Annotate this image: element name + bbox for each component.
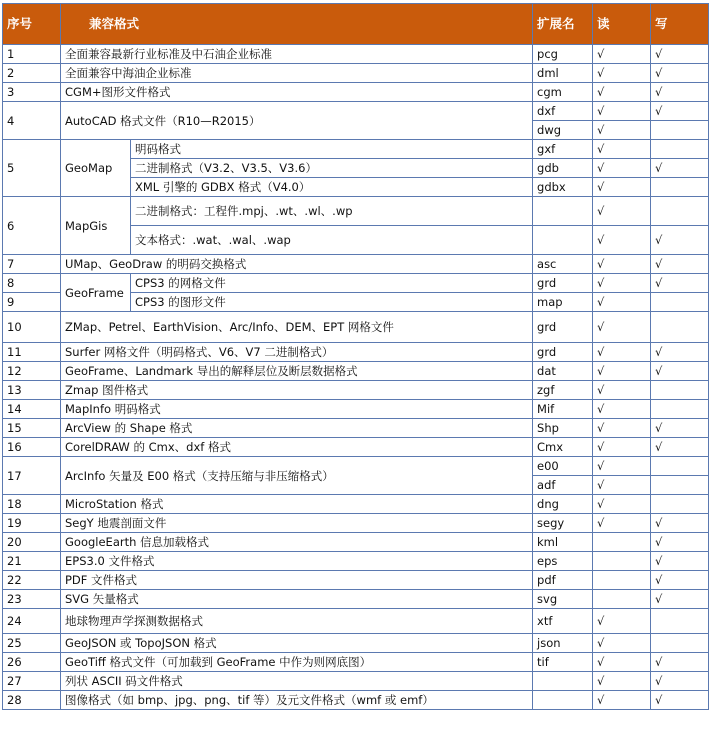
table-row (3, 590, 709, 609)
format-name: GoogleEarth 信息加载格式 (61, 533, 533, 552)
read-check (593, 552, 651, 571)
table-row (3, 400, 709, 419)
write-check: √ (651, 438, 709, 457)
read-check: √ (593, 293, 651, 312)
format-name: MicroStation 格式 (61, 495, 533, 514)
write-check: √ (651, 514, 709, 533)
extension: tif (533, 653, 593, 672)
extension: grd (533, 274, 593, 293)
format-name: ArcInfo 矢量及 E00 格式（支持压缩与非压缩格式） (61, 457, 533, 495)
format-name: CPS3 的网格文件 (131, 274, 533, 293)
extension: dml (533, 64, 593, 83)
extension: Shp (533, 419, 593, 438)
write-check: √ (651, 45, 709, 64)
write-check: √ (651, 571, 709, 590)
table-row (3, 514, 709, 533)
row-no: 12 (3, 362, 61, 381)
format-name: CPS3 的图形文件 (131, 293, 533, 312)
extension: segy (533, 514, 593, 533)
row-no: 23 (3, 590, 61, 609)
row-no: 21 (3, 552, 61, 571)
read-check: √ (593, 495, 651, 514)
table-row (3, 274, 709, 293)
format-name: PDF 文件格式 (61, 571, 533, 590)
write-check (651, 197, 709, 226)
extension: dng (533, 495, 593, 514)
extension (533, 691, 593, 710)
format-name: GeoTiff 格式文件（可加载到 GeoFrame 中作为则网底图） (61, 653, 533, 672)
read-check: √ (593, 609, 651, 634)
table-row (3, 457, 709, 476)
format-name: 全面兼容中海油企业标准 (61, 64, 533, 83)
table-row (3, 495, 709, 514)
row-no: 26 (3, 653, 61, 672)
extension: e00 (533, 457, 593, 476)
read-check: √ (593, 312, 651, 343)
format-name: 二进制格式（V3.2、V3.5、V3.6） (131, 159, 533, 178)
read-check: √ (593, 514, 651, 533)
extension: gdb (533, 159, 593, 178)
write-check (651, 312, 709, 343)
row-no: 5 (3, 140, 61, 197)
format-table (2, 3, 709, 710)
format-name: SegY 地震剖面文件 (61, 514, 533, 533)
format-name: 二进制格式：工程件.mpj、.wt、.wl、.wp (131, 197, 533, 226)
write-check: √ (651, 552, 709, 571)
row-no: 22 (3, 571, 61, 590)
format-name: 全面兼容最新行业标准及中石油企业标准 (61, 45, 533, 64)
row-no: 8 (3, 274, 61, 293)
table-row (3, 552, 709, 571)
extension (533, 226, 593, 255)
row-no: 17 (3, 457, 61, 495)
extension: map (533, 293, 593, 312)
extension: Mif (533, 400, 593, 419)
row-no: 10 (3, 312, 61, 343)
read-check: √ (593, 457, 651, 476)
write-check: √ (651, 274, 709, 293)
extension (533, 672, 593, 691)
write-check: √ (651, 102, 709, 121)
read-check (593, 571, 651, 590)
extension: dxf (533, 102, 593, 121)
table-row (3, 197, 709, 226)
table-row (3, 533, 709, 552)
header-ext: 扩展名 (533, 4, 593, 45)
header-read: 读 (593, 4, 651, 45)
header-no: 序号 (3, 4, 61, 45)
format-name: 列状 ASCII 码文件格式 (61, 672, 533, 691)
read-check: √ (593, 400, 651, 419)
row-no: 27 (3, 672, 61, 691)
read-check (593, 533, 651, 552)
write-check (651, 121, 709, 140)
row-no: 19 (3, 514, 61, 533)
format-name: GeoJSON 或 TopoJSON 格式 (61, 634, 533, 653)
write-check (651, 457, 709, 476)
write-check (651, 476, 709, 495)
write-check: √ (651, 362, 709, 381)
extension: gdbx (533, 178, 593, 197)
read-check: √ (593, 653, 651, 672)
row-no: 4 (3, 102, 61, 140)
table-row (3, 64, 709, 83)
extension: cgm (533, 83, 593, 102)
row-no: 28 (3, 691, 61, 710)
extension: pcg (533, 45, 593, 64)
table-row (3, 381, 709, 400)
extension: dwg (533, 121, 593, 140)
row-no: 14 (3, 400, 61, 419)
write-check (651, 293, 709, 312)
read-check: √ (593, 476, 651, 495)
table-row (3, 609, 709, 634)
format-group: GeoFrame (61, 274, 131, 312)
format-name: XML 引擎的 GDBX 格式（V4.0） (131, 178, 533, 197)
read-check: √ (593, 362, 651, 381)
format-name: CGM+图形文件格式 (61, 83, 533, 102)
write-check: √ (651, 590, 709, 609)
table-row (3, 571, 709, 590)
format-name: Zmap 图件格式 (61, 381, 533, 400)
extension: asc (533, 255, 593, 274)
read-check: √ (593, 45, 651, 64)
row-no: 2 (3, 64, 61, 83)
read-check: √ (593, 691, 651, 710)
row-no: 3 (3, 83, 61, 102)
extension: dat (533, 362, 593, 381)
extension: xtf (533, 609, 593, 634)
read-check: √ (593, 140, 651, 159)
write-check (651, 400, 709, 419)
table-row (3, 362, 709, 381)
write-check (651, 140, 709, 159)
table-row (3, 343, 709, 362)
write-check: √ (651, 672, 709, 691)
row-no: 20 (3, 533, 61, 552)
extension: grd (533, 343, 593, 362)
write-check: √ (651, 533, 709, 552)
read-check: √ (593, 226, 651, 255)
format-name: 文本格式：.wat、.wal、.wap (131, 226, 533, 255)
extension (533, 197, 593, 226)
write-check: √ (651, 226, 709, 255)
table-row (3, 255, 709, 274)
read-check: √ (593, 121, 651, 140)
write-check: √ (651, 653, 709, 672)
read-check: √ (593, 178, 651, 197)
write-check (651, 634, 709, 653)
write-check (651, 381, 709, 400)
format-name: ArcView 的 Shape 格式 (61, 419, 533, 438)
read-check: √ (593, 419, 651, 438)
read-check (593, 590, 651, 609)
table-row (3, 653, 709, 672)
table-row (3, 419, 709, 438)
row-no: 7 (3, 255, 61, 274)
read-check: √ (593, 672, 651, 691)
table-row (3, 83, 709, 102)
extension: json (533, 634, 593, 653)
read-check: √ (593, 438, 651, 457)
row-no: 6 (3, 197, 61, 255)
write-check: √ (651, 255, 709, 274)
write-check: √ (651, 343, 709, 362)
row-no: 15 (3, 419, 61, 438)
format-group: GeoMap (61, 140, 131, 197)
read-check: √ (593, 159, 651, 178)
table-row (3, 691, 709, 710)
read-check: √ (593, 102, 651, 121)
table-row (3, 102, 709, 121)
write-check: √ (651, 159, 709, 178)
extension: adf (533, 476, 593, 495)
table-header-row (3, 4, 709, 45)
extension: pdf (533, 571, 593, 590)
format-name: CorelDRAW 的 Cmx、dxf 格式 (61, 438, 533, 457)
row-no: 25 (3, 634, 61, 653)
format-name: UMap、GeoDraw 的明码交换格式 (61, 255, 533, 274)
extension: Cmx (533, 438, 593, 457)
format-name: 图像格式（如 bmp、jpg、png、tif 等）及元文件格式（wmf 或 emf） (61, 691, 533, 710)
read-check: √ (593, 634, 651, 653)
row-no: 18 (3, 495, 61, 514)
write-check: √ (651, 419, 709, 438)
format-name: EPS3.0 文件格式 (61, 552, 533, 571)
write-check (651, 609, 709, 634)
row-no: 1 (3, 45, 61, 64)
row-no: 9 (3, 293, 61, 312)
row-no: 16 (3, 438, 61, 457)
read-check: √ (593, 64, 651, 83)
table-row (3, 438, 709, 457)
format-name: 明码格式 (131, 140, 533, 159)
extension: zgf (533, 381, 593, 400)
format-name: 地球物理声学探测数据格式 (61, 609, 533, 634)
format-name: SVG 矢量格式 (61, 590, 533, 609)
table-row (3, 45, 709, 64)
write-check: √ (651, 64, 709, 83)
table-row (3, 634, 709, 653)
read-check: √ (593, 255, 651, 274)
read-check: √ (593, 197, 651, 226)
format-name: GeoFrame、Landmark 导出的解释层位及断层数据格式 (61, 362, 533, 381)
read-check: √ (593, 343, 651, 362)
extension: svg (533, 590, 593, 609)
format-name: MapInfo 明码格式 (61, 400, 533, 419)
row-no: 24 (3, 609, 61, 634)
write-check (651, 178, 709, 197)
format-name: ZMap、Petrel、EarthVision、Arc/Info、DEM、EPT 网格文件 (61, 312, 533, 343)
table-row (3, 672, 709, 691)
format-group: MapGis (61, 197, 131, 255)
read-check: √ (593, 381, 651, 400)
extension: grd (533, 312, 593, 343)
write-check: √ (651, 83, 709, 102)
row-no: 11 (3, 343, 61, 362)
header-format: 兼容格式 (61, 4, 533, 45)
write-check (651, 495, 709, 514)
extension: kml (533, 533, 593, 552)
format-name: AutoCAD 格式文件（R10—R2015） (61, 102, 533, 140)
extension: eps (533, 552, 593, 571)
format-name: Surfer 网格文件（明码格式、V6、V7 二进制格式） (61, 343, 533, 362)
read-check: √ (593, 274, 651, 293)
header-write: 写 (651, 4, 709, 45)
read-check: √ (593, 83, 651, 102)
row-no: 13 (3, 381, 61, 400)
write-check: √ (651, 691, 709, 710)
table-row (3, 312, 709, 343)
table-row (3, 140, 709, 159)
extension: gxf (533, 140, 593, 159)
